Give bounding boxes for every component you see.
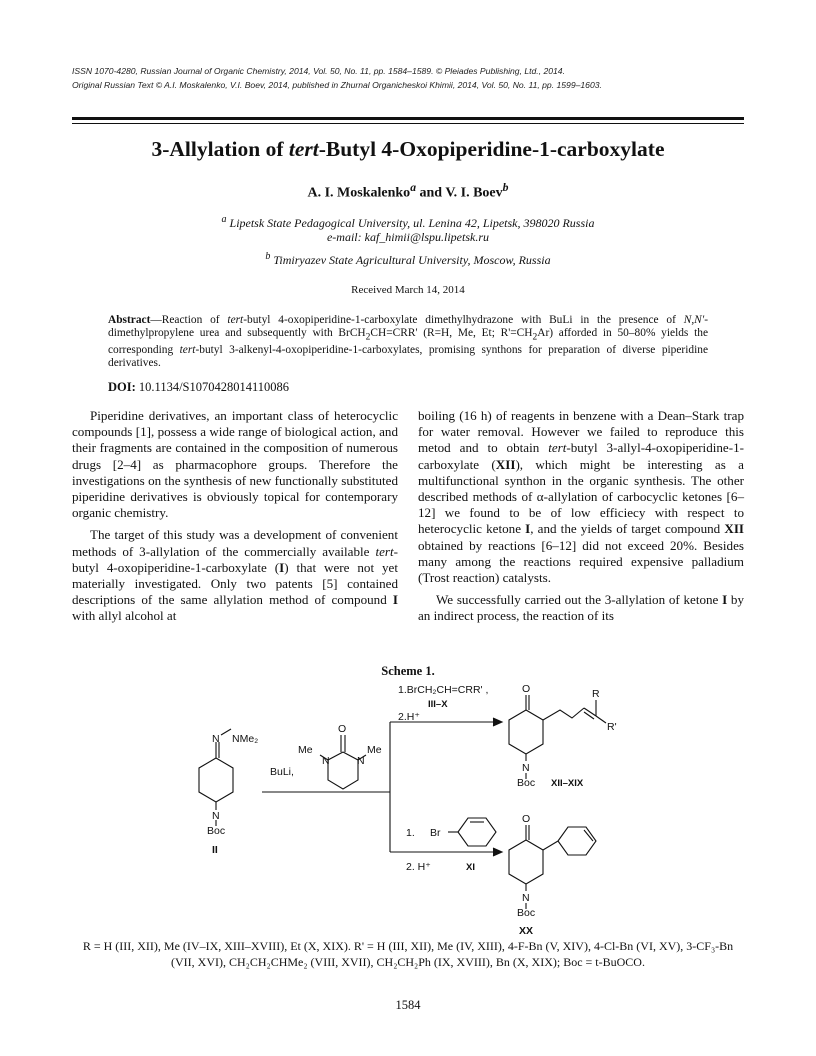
authors: A. I. Moskalenko$^a$ and V. I. Boev$^b$	[307, 181, 509, 201]
compound-label-xii-xix: XII–XIX	[551, 778, 584, 789]
affiliation-a: $^a$ Lipetsk State Pedagogical University, ul. Lenina 42, Lipetsk, 398020 Russia	[221, 214, 595, 230]
boc-label: Boc	[517, 777, 536, 789]
r-label: R	[592, 688, 600, 700]
boc-label: Boc	[517, 907, 536, 919]
article-title: 3-Allylation of tert-Butyl 4-Oxopiperidine-1-carboxylate	[151, 137, 665, 161]
received-date: Received March 14, 2014	[351, 284, 465, 296]
paragraph: The target of this study was a development of convenient methods of 3-allylation of the commercially available tert-butyl 4-oxopiperidine-1-carboxylate (I) that were not yet materially investigated. Only two patents [5] contained descriptions of the same allylation method of compound I with allyl alcohol at	[72, 527, 398, 624]
me-label: Me	[298, 744, 313, 756]
o-label: O	[338, 723, 347, 735]
abstract: Abstract—Reaction of tert-butyl 4-oxopiperidine-1-carboxylate dimethylhydrazone with BuLi in the presence of N,N'-dimethylpropylene urea and subsequently with BrCH$_2$CH=CRR' (R=H, Me, Et; $R'=CH_2Ar$) afforded in 50–80% yields the corresponding tert-butyl 3-alkenyl-4-oxopiperidine-1-carboxylates, promising synthons for preparation of diverse piperidine derivatives.	[108, 314, 709, 370]
page-number: 1584	[395, 998, 421, 1012]
journal-header-line2: Original Russian Text © A.I. Moskalenko, V.I. Boev, 2014, published in Zhurnal Organicheskoi Khimii, 2014, Vol. 50, No. 11, pp. 1599–1603.	[72, 80, 602, 90]
n-label: N	[212, 810, 220, 822]
scheme-title: Scheme 1.	[381, 664, 435, 678]
journal-header-line1: ISSN 1070-4280, Russian Journal of Organic Chemistry, 2014, Vol. 50, No. 11, pp. 1584–1589. © Pleiades Publishing, Ltd., 2014.	[72, 66, 565, 76]
buli-label: BuLi,	[270, 766, 294, 778]
author-email: e-mail: kaf_himii@lspu.lipetsk.ru	[326, 230, 490, 244]
o-label: O	[522, 813, 531, 825]
boc-label: Boc	[207, 825, 226, 837]
compound-label-xi: XI	[466, 862, 475, 873]
n-label: N	[522, 762, 530, 774]
n-label: N	[522, 892, 530, 904]
affiliation-b: $^b$ Timiryazev State Agricultural University, Moscow, Russia	[265, 251, 551, 267]
nme2-label: NMe₂	[232, 733, 259, 745]
step1-reagent: 1.BrCH₂CH=CRR' ,	[398, 684, 489, 696]
scheme-legend: R = H (III, XII), Me (IV–IX, XIII–XVIII), Et (X, XIX). R' = H (III, XII), Me (IV, XIII), 4-F-Bn (V, XIV), 4-Cl-Bn (VI, XV), 3-CF₃-Bn (VII, XVI), CH₂CH₂CHMe₂ (VIII, XVII), CH₂CH₂Ph (IX, XVIII), Bn (X, XIX); Boc = t-BuOCO.	[82, 939, 734, 969]
step1-compound-label: III–X	[428, 699, 448, 710]
step2-acid: 2. H⁺	[406, 861, 431, 873]
author-2: V. I. Boev	[445, 185, 503, 201]
br-label: Br	[430, 827, 441, 839]
compound-label-xx: XX	[519, 925, 534, 937]
paragraph: boiling (16 h) of reagents in benzene with a Dean–Stark trap for water removal. However we failed to reproduce this metod and to obtain tert-butyl 3-allyl-4-oxopiperidine-1-carboxylate (XII), which might be interesting as a multifunctional synthon in the organic synthesis. The other described methods of α-allylation of carbocyclic ketones [6–12] we found to be of low efficiecy with respect to heterocyclic ketone I, and the yields of target compound XII obtained by reactions [6–12] did not exceed 20%. Besides many among the reactions required expensive palladium (Trost reaction) catalysts.	[418, 408, 745, 586]
me-label: Me	[367, 744, 382, 756]
n-label: N	[322, 755, 330, 767]
paragraph: Piperidine derivatives, an important class of heterocyclic compounds [1], possess a wide range of biological action, and their fragments are contained in the composition of numerous drugs [2–4] as pharmacophore groups. Therefore the investigations on the synthesis of new functionally substituted piperidine derivatives is obviously topical for contemporary organic chemistry.	[72, 408, 398, 521]
n-label: N	[212, 733, 220, 745]
step2-number: 1.	[406, 827, 415, 839]
step1-acid: 2.H⁺	[398, 711, 420, 723]
compound-label-ii: II	[212, 844, 218, 856]
doi: DOI: 10.1134/S1070428014110086	[108, 380, 290, 394]
paragraph: We successfully carried out the 3-allylation of ketone I by an indirect process, the reaction of its	[418, 592, 744, 624]
n-label: N	[357, 755, 365, 767]
author-1: A. I. Moskalenko	[307, 185, 411, 201]
o-label: O	[522, 683, 531, 695]
r-prime-label: R'	[607, 721, 617, 733]
